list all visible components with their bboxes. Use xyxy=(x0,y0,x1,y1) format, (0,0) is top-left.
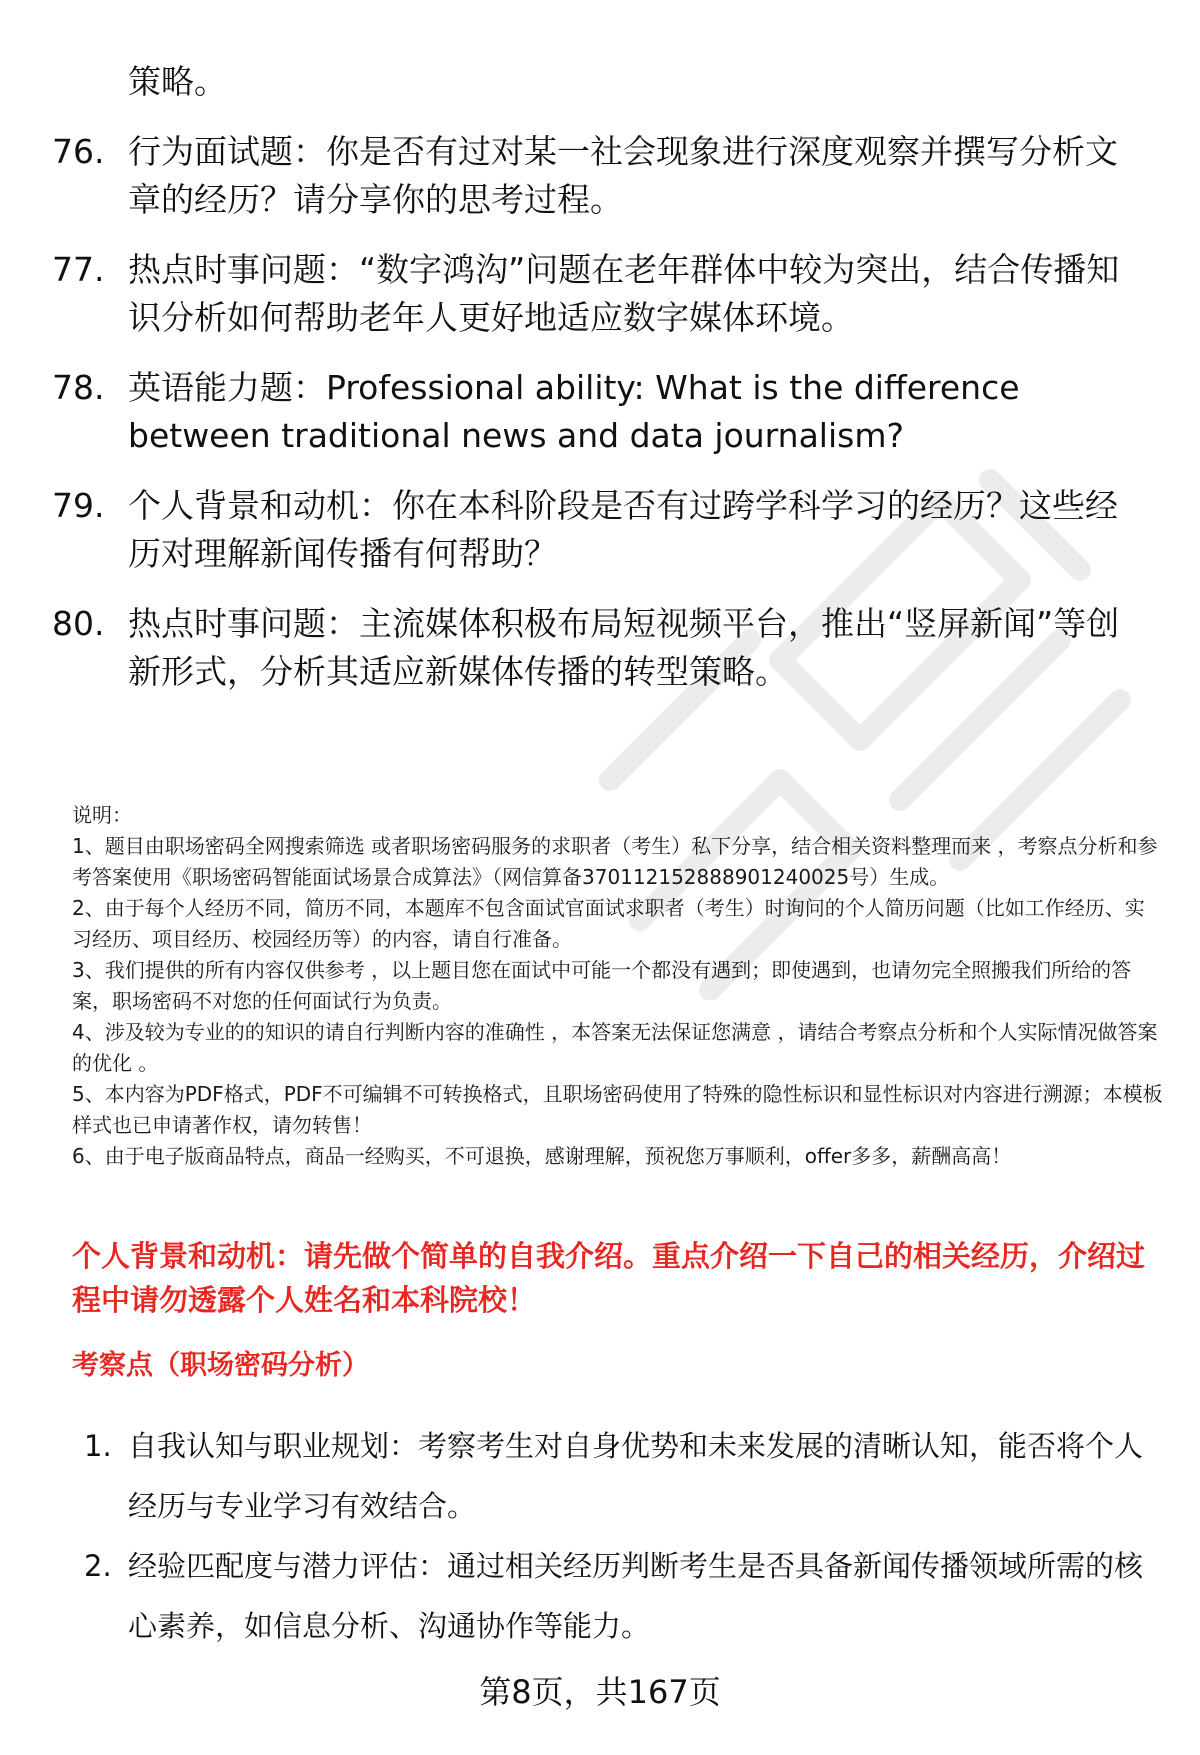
analysis-heading: 考察点（职场密码分析） xyxy=(72,1350,369,1381)
point-text: 自我认知与职业规划：考察考生对自身优势和未来发展的清晰认知，能否将个人经历与专业学习有效结合。 xyxy=(128,1429,1144,1523)
question-text: 热点时事问题：主流媒体积极布局短视频平台，推出“竖屏新闻”等创新形式，分析其适应新媒体传播的转型策略。 xyxy=(128,604,1120,691)
question-text: 行为面试题：你是否有过对某一社会现象进行深度观察并撰写分析文章的经历？请分享你的思考过程。 xyxy=(128,132,1118,219)
question-80 xyxy=(52,600,1152,696)
analysis-point-1 xyxy=(84,1416,1154,1536)
question-76 xyxy=(52,128,1152,224)
question-79 xyxy=(52,482,1152,578)
notes-title: 说明： xyxy=(72,803,132,827)
note-item: 3、我们提供的所有内容仅供参考 ，以上题目您在面试中可能一个都没有遇到；即使遇到，也请勿完全照搬我们所给的答案，职场密码不对您的任何面试行为负责。 xyxy=(72,958,1132,1013)
point-number: 2. xyxy=(84,1549,112,1583)
question-number: 76. xyxy=(52,132,105,171)
question-number: 79. xyxy=(52,486,105,525)
featured-question: 个人背景和动机：请先做个简单的自我介绍。重点介绍一下自己的相关经历，介绍过程中请勿透露个人姓名和本科院校！ xyxy=(72,1239,1146,1317)
note-item: 5、本内容为PDF格式，PDF不可编辑不可转换格式，且职场密码使用了特殊的隐性标识和显性标识对内容进行溯源；本模板样式也已申请著作权，请勿转售！ xyxy=(72,1082,1163,1137)
question-text: 个人背景和动机：你在本科阶段是否有过跨学科学习的经历？这些经历对理解新闻传播有何帮助？ xyxy=(128,486,1118,573)
point-text: 经验匹配度与潜力评估：通过相关经历判断考生是否具备新闻传播领域所需的核心素养，如信息分析、沟通协作等能力。 xyxy=(128,1549,1144,1643)
page-footer: 第8页，共167页 xyxy=(479,1673,721,1711)
continuation-text: 策略。 xyxy=(128,62,227,101)
question-number: 80. xyxy=(52,604,105,643)
notes-section xyxy=(72,800,1164,1172)
note-item: 1、题目由职场密码全网搜索筛选 或者职场密码服务的求职者（考生）私下分享，结合相关资料整理而来 ，考察点分析和参考答案使用《职场密码智能面试场景合成算法》（网信算备370112152888901240025号）生成。 xyxy=(72,834,1158,889)
question-text: 热点时事问题：“数字鸿沟”问题在老年群体中较为突出，结合传播知识分析如何帮助老年人更好地适应数字媒体环境。 xyxy=(128,250,1120,337)
analysis-point-2 xyxy=(84,1536,1154,1656)
question-number: 77. xyxy=(52,250,105,289)
question-text: 英语能力题：Professional ability: What is the difference between traditional news and data journalism? xyxy=(128,368,1020,455)
note-item: 4、涉及较为专业的的知识的请自行判断内容的准确性 ，本答案无法保证您满意 ，请结合考察点分析和个人实际情况做答案的优化 。 xyxy=(72,1020,1158,1075)
point-number: 1. xyxy=(84,1429,112,1463)
note-item: 2、由于每个人经历不同，简历不同，本题库不包含面试官面试求职者（考生）时询问的个人简历问题（比如工作经历、实习经历、项目经历、校园经历等）的内容，请自行准备。 xyxy=(72,896,1145,951)
question-78 xyxy=(52,364,1152,460)
note-item: 6、由于电子版商品特点，商品一经购买，不可退换，感谢理解，预祝您万事顺利，offer多多，薪酬高高！ xyxy=(72,1144,1012,1168)
question-number: 78. xyxy=(52,368,105,407)
question-77 xyxy=(52,246,1152,342)
